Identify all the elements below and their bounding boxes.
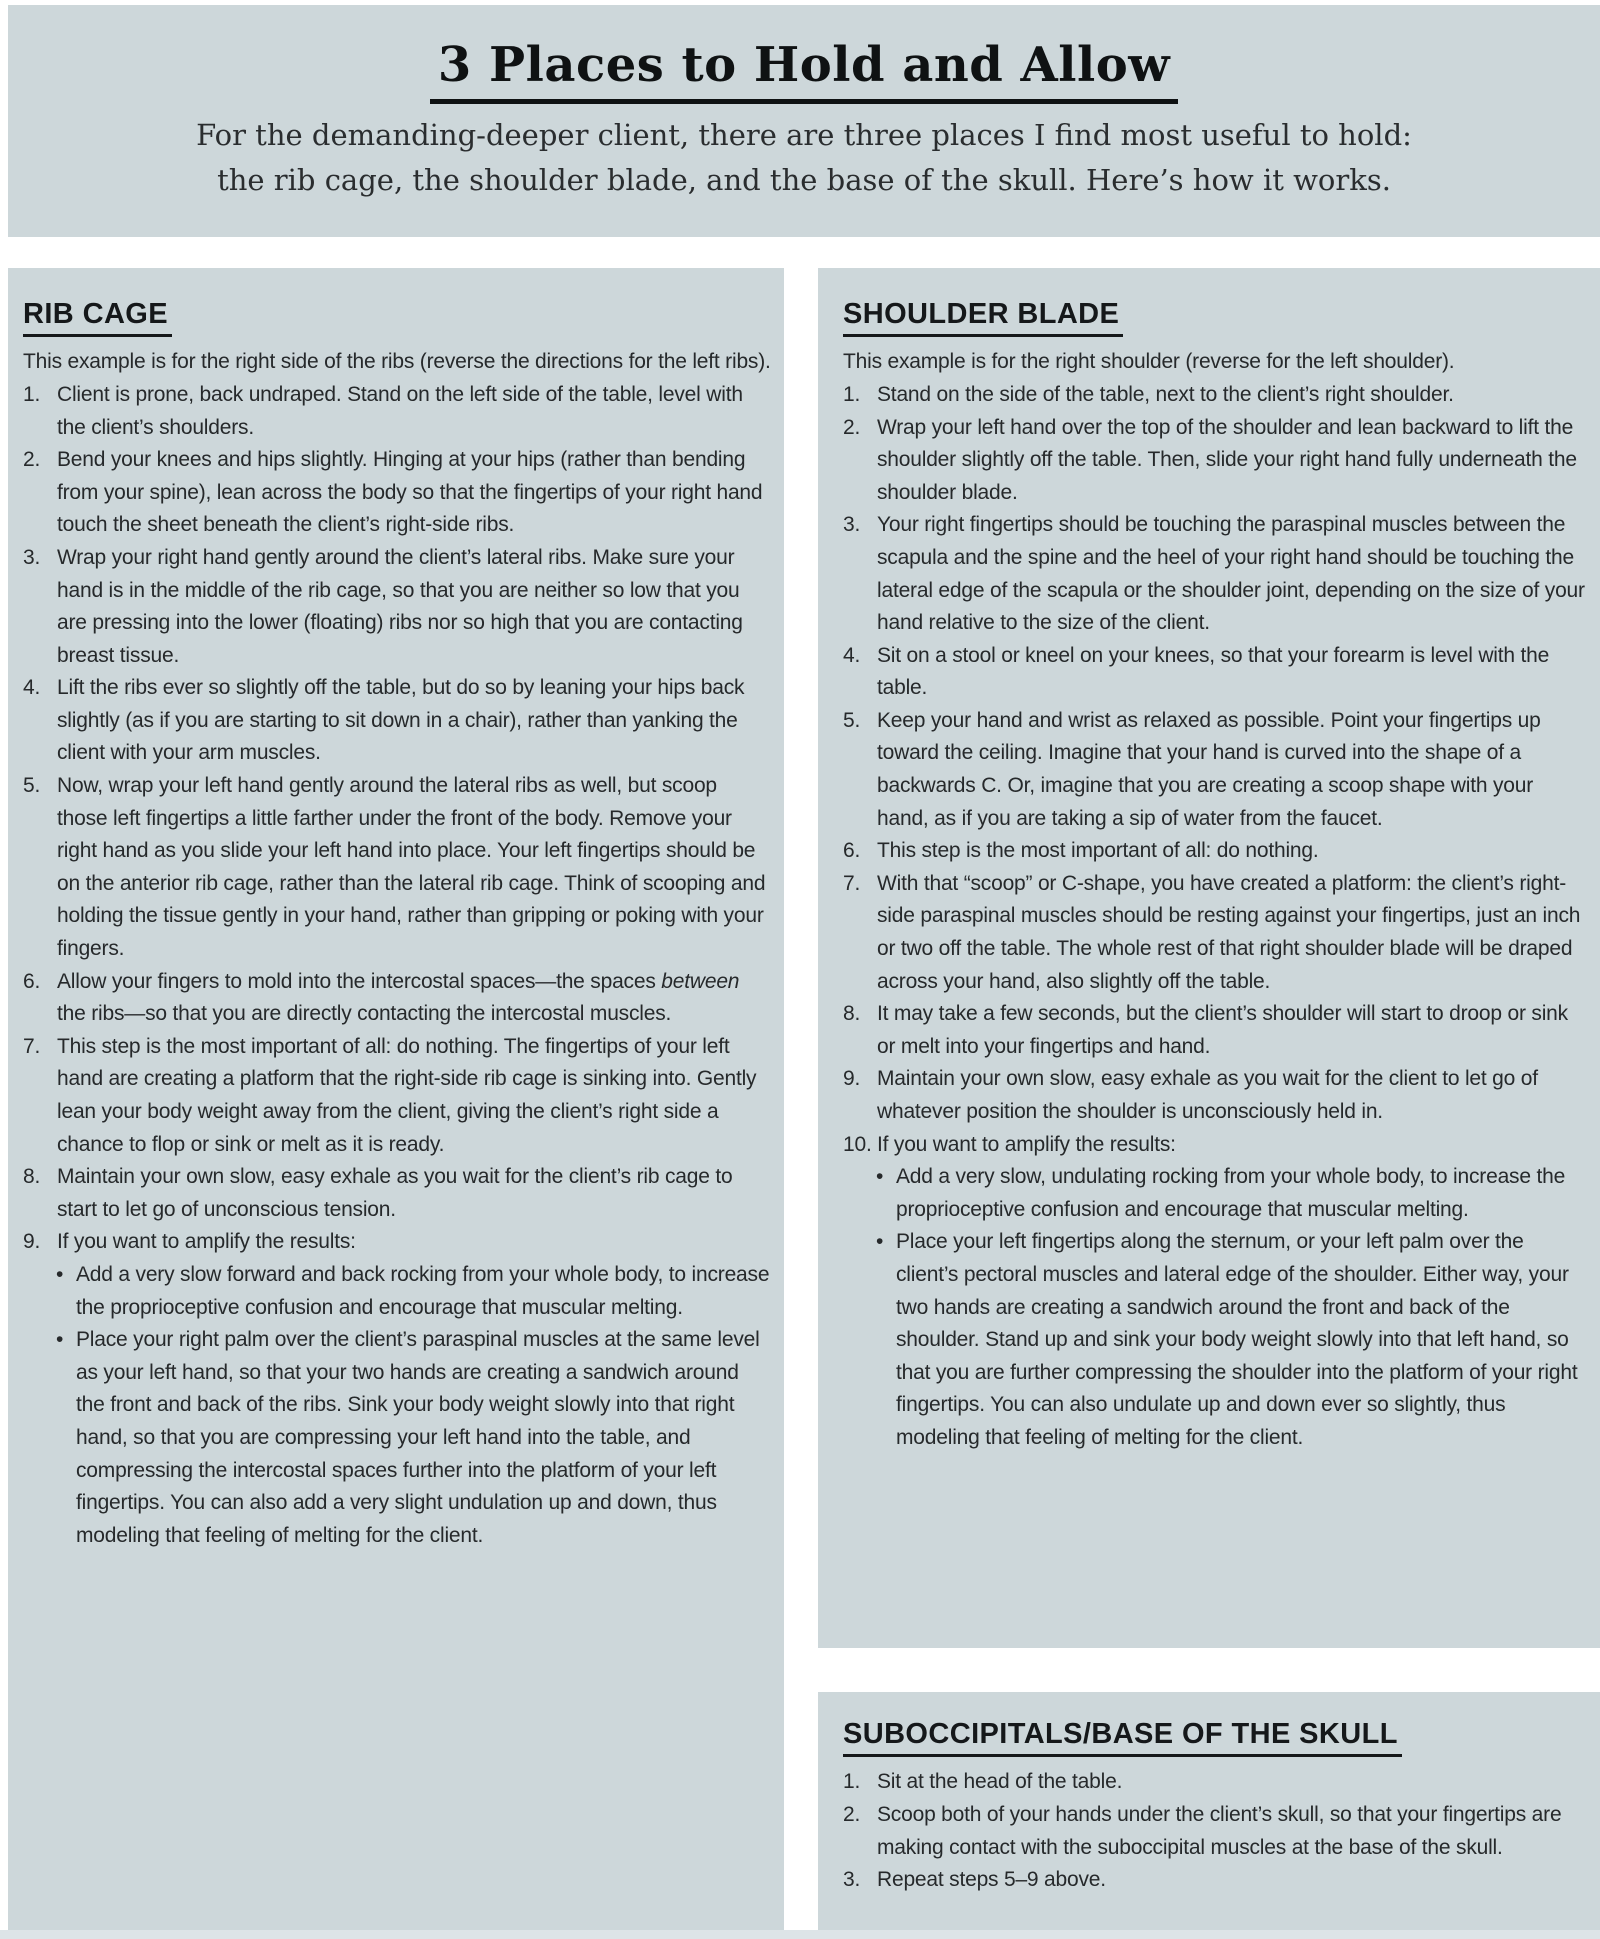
item-text: [877, 1868, 1106, 1891]
item-number: 2.: [23, 448, 41, 472]
item-number: 2.: [843, 415, 861, 439]
item-number: 8.: [843, 1002, 861, 1026]
page-subtitle: [8, 113, 1600, 203]
text-run: This step is the most important of all: do nothing.: [877, 839, 1319, 863]
list-item: [23, 966, 772, 1031]
text-run: Lift the ribs ever so slightly off the table, but do so by leaning your hips back slightly (as if you are starting to sit down in a chair), rather than yanking the client with your arm muscles.: [57, 676, 745, 765]
item-number: 7.: [843, 871, 861, 895]
text-run: Maintain your own slow, easy exhale as you wait for the client’s rib cage to start to let go of unconscious tension.: [57, 1165, 733, 1221]
section-heading: SUBOCCIPITALS/BASE OF THE SKULL: [843, 1718, 1402, 1757]
text-run: Stand on the side of the table, next to the client’s right shoulder.: [877, 382, 1454, 406]
list-item: [843, 1161, 1590, 1226]
list-item: [843, 868, 1590, 998]
item-text: [877, 872, 1580, 993]
text-run: Add a very slow, undulating rocking from your whole body, to increase the proprioceptive confusion and encourage that muscular melting.: [896, 1165, 1566, 1221]
list-item: [23, 542, 772, 672]
item-text: [877, 1803, 1561, 1859]
list-item: [843, 1226, 1590, 1454]
item-text: [877, 1067, 1538, 1123]
text-run: between: [661, 969, 740, 993]
text-run: This step is the most important of all: do nothing. The fingertips of your left hand are creating a platform that the right-side rib cage is sinking into. Gently lean your body weight away from the client, giving the client’s right side a chance to flop or sink or melt as it is ready.: [57, 1034, 757, 1156]
text-run: Bend your knees and hips slightly. Hinging at your hips (rather than bending from your spine), lean across the body so that the fingertips of your right hand touch the sheet beneath the client’s right-side ribs.: [57, 448, 763, 537]
item-text: [877, 839, 1319, 862]
item-text: [877, 383, 1454, 406]
bullet-marker: •: [56, 1328, 64, 1352]
text-run: It may take a few seconds, but the client’s shoulder will start to droop or sink or melt into your fingertips and hand.: [877, 1002, 1568, 1058]
item-number: 4.: [23, 676, 41, 700]
list-item: [23, 672, 772, 770]
item-text: [877, 1770, 1122, 1793]
text-run: Allow your fingers to mold into the intercostal spaces—the spaces: [57, 969, 662, 993]
item-number: 6.: [843, 839, 861, 863]
item-number: 9.: [843, 1067, 861, 1091]
item-text: [76, 1263, 769, 1319]
item-text: [57, 448, 762, 536]
list-item: [843, 1129, 1590, 1162]
title-row: [8, 5, 1600, 104]
section-suboccipitals-base-of-skull: [818, 1692, 1600, 1930]
list-item: [23, 1031, 772, 1161]
list-item: [843, 1799, 1590, 1864]
list-item: [23, 770, 772, 966]
list-item: [23, 444, 772, 542]
item-text: [57, 1035, 756, 1156]
text-run: Place your left fingertips along the sternum, or your left palm over the client’s pectoral muscles and lateral edge of the shoulder. Either way, your two hands are creating a sandwich around the front and back of the shoulder. Stand up and sink your body weight slowly into that left hand, so that you are further compressing the shoulder into the platform of your right fingertips. You can also undulate up and down ever so slightly, thus modeling that feeling of melting for the client.: [896, 1230, 1578, 1449]
item-text: [57, 676, 744, 764]
item-text: [57, 383, 743, 439]
text-run: Now, wrap your left hand gently around the lateral ribs as well, but scoop those left fingertips a little farther under the front of the body. Remove your right hand as you slide your left hand into place. Your left fingertips should be on the anterior rib cage, rather than the lateral rib cage. Think of scooping and holding the tissue gently in your hand, rather than gripping or poking with your fingers.: [57, 774, 766, 961]
bullet-marker: •: [56, 1262, 64, 1286]
text-run: Sit on a stool or kneel on your knees, so that your forearm is level with the table.: [877, 643, 1550, 700]
item-number: 9.: [23, 1230, 41, 1254]
list-item: [843, 705, 1590, 835]
text-run: Maintain your own slow, easy exhale as you wait for the client to let go of whatever position the shoulder is unconsciously held in.: [877, 1067, 1538, 1123]
item-number: 8.: [23, 1165, 41, 1189]
item-number: 3.: [23, 545, 41, 569]
list-item: [843, 1766, 1590, 1799]
item-text: [57, 970, 739, 1026]
page-title: 3 Places to Hold and Allow: [430, 39, 1178, 104]
section-heading-row: [843, 1718, 1590, 1757]
item-text: [57, 546, 743, 667]
list-item: [843, 379, 1590, 412]
text-run: Place your right palm over the client’s paraspinal muscles at the same level as your left hand, so that your two hands are creating a sandwich around the front and back of the ribs. Sink your body weight slowly into that right hand, so that you are compressing your left hand into the table, and compressing the intercostal spaces further into the platform of your left fingertips. You can also add a very slight undulation up and down, thus modeling that feeling of melting for the client.: [76, 1328, 760, 1547]
text-run: Keep your hand and wrist as relaxed as possible. Point your fingertips up toward the ceiling. Imagine that your hand is curved into the shape of a backwards C. Or, imagine that you are creating a scoop shape with your hand, as if you are taking a sip of water from the faucet.: [877, 708, 1541, 830]
section-heading-row: [843, 298, 1590, 337]
list-item: [23, 1259, 772, 1324]
list-item: [843, 509, 1590, 639]
item-text: [76, 1328, 760, 1547]
text-run: Wrap your right hand gently around the client’s lateral ribs. Make sure your hand is in the middle of the rib cage, so that you are neither so low that you are pressing into the lower (floating) ribs nor so high that you are contacting breast tissue.: [57, 545, 743, 667]
text-run: If you want to amplify the results:: [57, 1230, 356, 1254]
item-number: 6.: [23, 969, 41, 993]
bullet-marker: •: [876, 1230, 884, 1254]
list-item: [843, 412, 1590, 510]
item-number: 3.: [843, 513, 861, 537]
item-text: [877, 1133, 1176, 1156]
item-number: 4.: [843, 643, 861, 667]
section-heading: SHOULDER BLADE: [843, 298, 1123, 337]
item-number: 3.: [843, 1868, 861, 1892]
item-number: 1.: [23, 382, 41, 406]
list-item: [23, 1226, 772, 1259]
text-run: Add a very slow forward and back rocking from your whole body, to increase the proprioceptive confusion and encourage that muscular melting.: [76, 1262, 770, 1319]
item-number: 1.: [843, 1770, 861, 1794]
list-item: [843, 1063, 1590, 1128]
item-text: [877, 1002, 1568, 1058]
section-intro: This example is for the right side of the ribs (reverse the directions for the left ribs).: [23, 350, 771, 374]
section-rib-cage: [8, 268, 784, 1930]
text-run: Sit at the head of the table.: [877, 1770, 1123, 1794]
item-text: [57, 1230, 356, 1253]
list-item: [843, 835, 1590, 868]
list-item: [23, 1324, 772, 1552]
item-number: 7.: [23, 1034, 41, 1058]
item-number: 10.: [843, 1132, 872, 1156]
item-text: [877, 709, 1541, 830]
list-item: [843, 998, 1590, 1063]
item-number: 5.: [843, 708, 861, 732]
section-shoulder-blade: [818, 268, 1600, 1648]
item-number: 2.: [843, 1802, 861, 1826]
page-bottom-strip: [0, 1930, 1600, 1939]
item-number: 5.: [23, 774, 41, 798]
text-run: Your right fingertips should be touching the paraspinal muscles between the scapula and the spine and the heel of your right hand should be touching the lateral edge of the scapula or the shoulder joint, depending on the size of your hand relative to the size of the client.: [877, 513, 1585, 635]
text-run: With that “scoop” or C-shape, you have created a platform: the client’s right-side paraspinal muscles should be resting against your fingertips, just an inch or two off the table. The whole rest of that right shoulder blade will be draped across your hand, also slightly off the table.: [877, 871, 1581, 993]
item-text: [896, 1165, 1565, 1221]
item-text: [877, 513, 1585, 634]
item-text: [57, 1165, 732, 1221]
section-intro: This example is for the right shoulder (reverse for the left shoulder).: [843, 350, 1455, 374]
text-run: the ribs—so that you are directly contacting the intercostal muscles.: [57, 1002, 672, 1026]
item-text: [896, 1230, 1577, 1449]
list-item: [23, 1161, 772, 1226]
bullet-marker: •: [876, 1165, 884, 1189]
text-run: If you want to amplify the results:: [877, 1132, 1176, 1156]
item-text: [57, 774, 765, 960]
text-run: Wrap your left hand over the top of the shoulder and lean backward to lift the shoulder slightly off the table. Then, slide your right hand fully underneath the shoulder blade.: [877, 415, 1577, 504]
item-text: [877, 644, 1549, 700]
text-run: Client is prone, back undraped. Stand on the left side of the table, level with the client’s shoulders.: [57, 382, 743, 439]
list-item: [23, 379, 772, 444]
item-number: 1.: [843, 382, 861, 406]
subtitle-line-2: the rib cage, the shoulder blade, and the base of the skull. Here’s how it works.: [217, 162, 1391, 197]
list-item: [843, 1864, 1590, 1897]
section-heading: RIB CAGE: [23, 298, 172, 337]
text-run: Repeat steps 5–9 above.: [877, 1868, 1106, 1892]
section-heading-row: [23, 298, 772, 337]
header-band: [8, 5, 1600, 237]
text-run: Scoop both of your hands under the client’s skull, so that your fingertips are making contact with the suboccipital muscles at the base of the skull.: [877, 1802, 1562, 1859]
subtitle-line-1: For the demanding-deeper client, there are three places I find most useful to hold:: [196, 117, 1412, 152]
item-text: [877, 416, 1577, 504]
list-item: [843, 640, 1590, 705]
